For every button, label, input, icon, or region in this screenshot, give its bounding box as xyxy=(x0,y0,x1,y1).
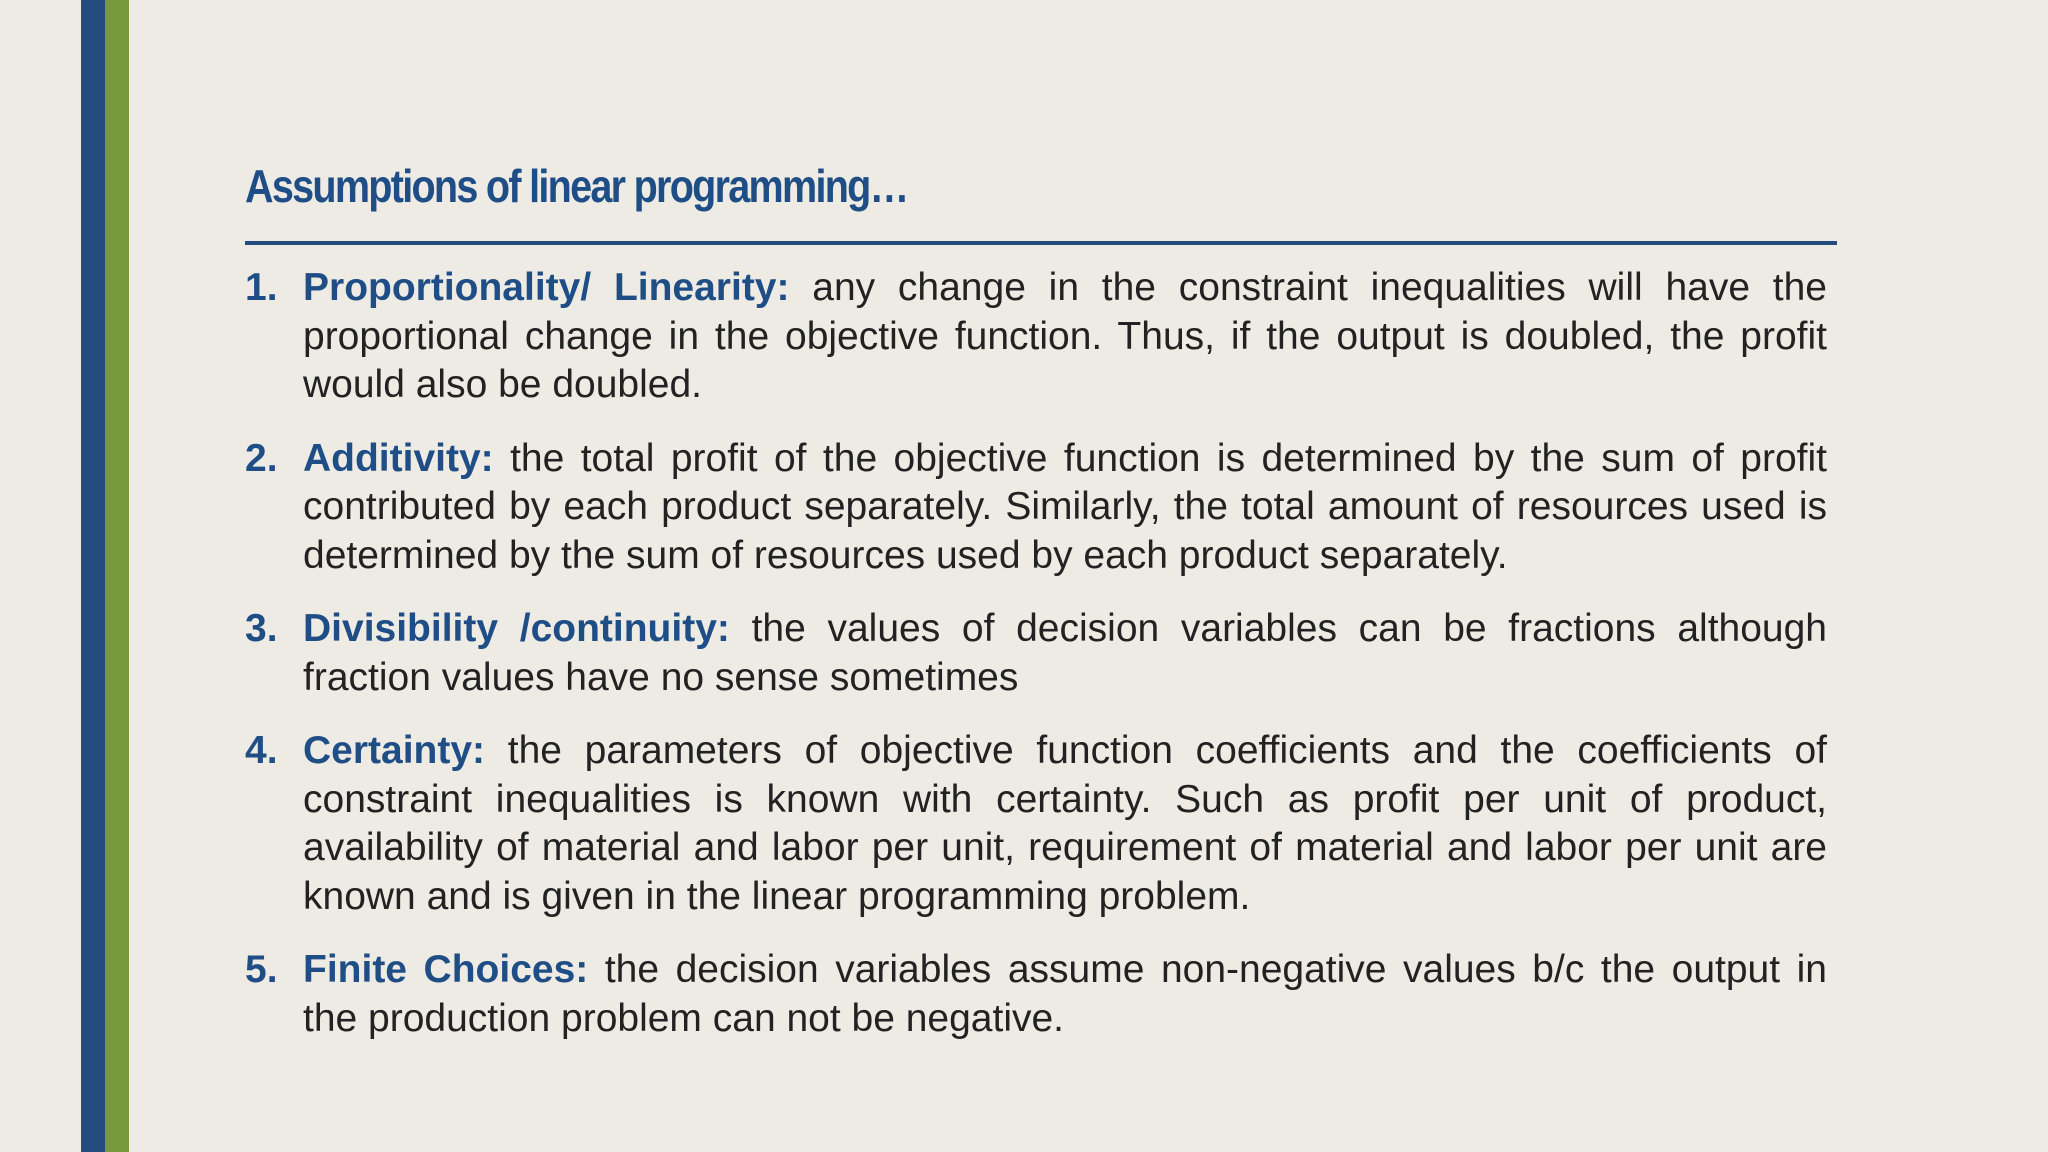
item-term: Finite Choices: xyxy=(303,948,589,991)
item-number: 3. xyxy=(245,607,278,650)
item-text: the decision variables assume non-negative values b/c the output in the production problem can not be negative. xyxy=(303,948,1827,1040)
item-body xyxy=(303,727,1827,921)
item-text: the total profit of the objective function is determined by the sum of profit contributed by each product separately. Similarly, the total amount of resources used is determined by the sum of resources used by each product separately. xyxy=(303,436,1827,577)
item-body xyxy=(303,946,1827,1043)
list-item xyxy=(245,727,1827,921)
list-item xyxy=(245,605,1827,702)
item-term: Proportionality/ Linearity: xyxy=(303,266,790,309)
item-term: Divisibility /continuity: xyxy=(303,607,730,650)
item-number: 5. xyxy=(245,948,278,991)
item-text: the parameters of objective function coefficients and the coefficients of constraint inequalities is known with certainty. Such as profit per unit of product, availability of material and labor per unit, requirement of material and labor per unit are known and is given in the linear programming problem. xyxy=(303,729,1827,918)
list-item xyxy=(245,946,1827,1043)
left-accent-bar-blue xyxy=(81,0,105,1152)
item-number: 1. xyxy=(245,266,278,309)
item-term: Certainty: xyxy=(303,729,486,772)
list-item xyxy=(245,264,1827,410)
item-number: 2. xyxy=(245,436,278,480)
left-accent-bar-green xyxy=(105,0,129,1152)
title-underline xyxy=(245,241,1837,245)
list-item xyxy=(245,435,1827,581)
item-body xyxy=(303,435,1827,581)
item-body xyxy=(303,264,1827,410)
item-text: any change in the constraint inequalities will have the proportional change in the objective function. Thus, if the output is doubled, the profit would also be doubled. xyxy=(303,266,1827,406)
item-number: 4. xyxy=(245,729,278,772)
assumptions-list xyxy=(245,264,1827,1068)
item-text: the values of decision variables can be fractions although fraction values have no sense sometimes xyxy=(303,607,1827,699)
item-body xyxy=(303,605,1827,702)
item-term: Additivity: xyxy=(303,436,494,480)
slide-title: Assumptions of linear programming… xyxy=(245,160,908,212)
